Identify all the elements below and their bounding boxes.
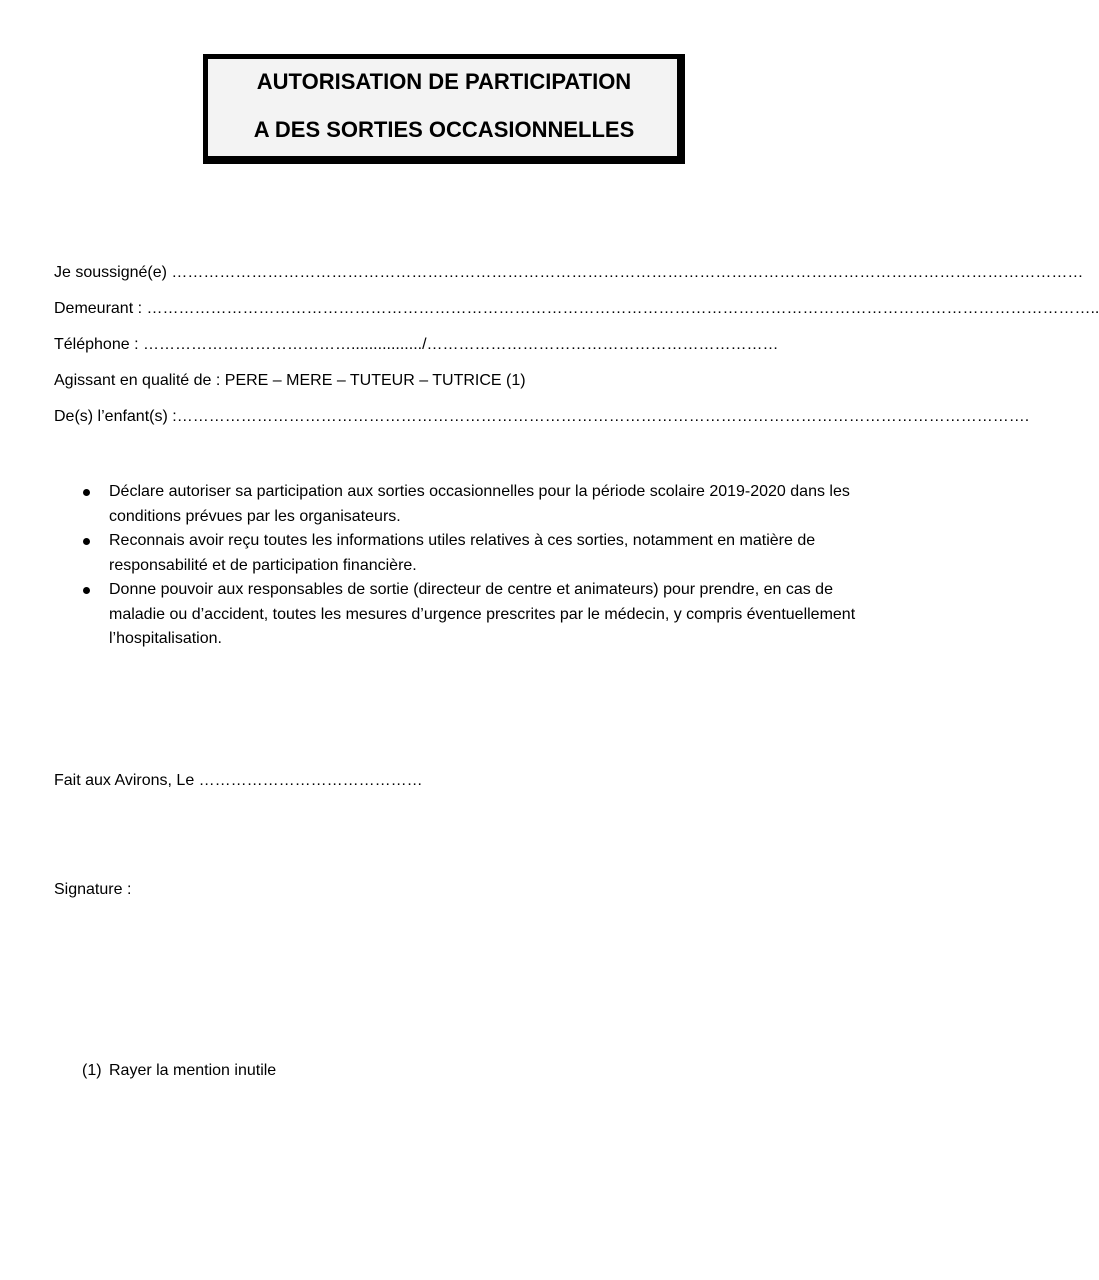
bullet-icon xyxy=(83,489,90,496)
signature-label: Signature : xyxy=(54,881,132,898)
bullet-icon xyxy=(83,538,90,545)
footnote-text: Rayer la mention inutile xyxy=(109,1062,277,1079)
declaration-text: Déclare autoriser sa participation aux sorties occasionnelles pour la période scolaire 2019-2020 dans les conditions prévues par les organisateurs. xyxy=(109,483,850,525)
fait-line: Fait aux Avirons, Le …………………………………… xyxy=(54,772,423,789)
field-demeurant: Demeurant : …………………………………………………………………………………………………………………………………………………………….. xyxy=(54,300,1099,317)
title-box xyxy=(203,54,685,164)
declaration-list xyxy=(80,480,860,652)
declaration-item xyxy=(80,578,860,652)
field-enfants: De(s) l’enfant(s) :……………………………………………………………………………………………………………………………………………. xyxy=(54,408,1030,425)
title-line-1: AUTORISATION DE PARTICIPATION xyxy=(256,69,632,94)
footnote-marker: (1) xyxy=(82,1062,102,1079)
bullet-icon xyxy=(83,587,90,594)
title-line-2: A DES SORTIES OCCASIONNELLES xyxy=(253,117,635,142)
footnote xyxy=(82,1061,276,1081)
field-soussigne: Je soussigné(e) ……………………………………………………………………………………………………………………………………………………… xyxy=(54,264,1084,281)
field-qualite: Agissant en qualité de : PERE – MERE – TUTEUR – TUTRICE (1) xyxy=(54,372,526,389)
declaration-text: Donne pouvoir aux responsables de sortie (directeur de centre et animateurs) pour prendre, en cas de maladie ou d’accident, toutes les mesures d’urgence prescrites par le médecin, y compris éventuellement l’hospitalisation. xyxy=(109,581,856,647)
field-telephone: Téléphone : …………………………………................/………………………………………………………… xyxy=(54,336,779,353)
declaration-text: Reconnais avoir reçu toutes les informations utiles relatives à ces sorties, notamment en matière de responsabilité et de participation financière. xyxy=(109,532,816,574)
declaration-item xyxy=(80,480,860,529)
declaration-item xyxy=(80,529,860,578)
